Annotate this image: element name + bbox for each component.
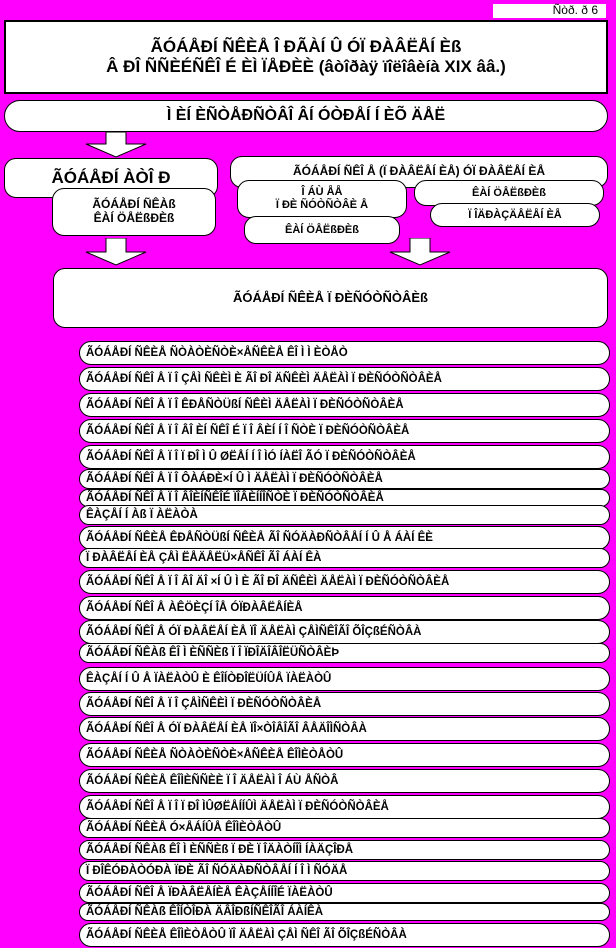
list-item [79,419,610,443]
list-item [79,717,610,741]
list-item-label: ÃÓÁÅÐÍ ÑÊÎ Å ÓÏ ÐÀÂËÅÍ ÈÅ ÏÎ×ÒÎÂÎÃÎ ÂÅÄÎÌÑÒÂÀ [86,723,367,735]
list-item-label: ÊÀÇÅÍ Í Û Å ÏÀËÀÒÛ È ÊÎÍÒÐÎËÜÍÛÅ ÏÀËÀÒÛ [86,673,332,685]
list-item [79,903,610,921]
chancellery-line-2: ÊÀÍ ÖÅËßÐÈß [93,211,175,225]
list-item [79,570,610,594]
board-chancellery-label: ÊÀÍ ÖÅËßÐÈß [285,223,359,236]
arrow-ministry-to-governor-icon [84,132,148,158]
list-item-label: ÃÓÁÅÐÍ ÑÊÎ Å Ï Î ÊÐÅÑÒÜßÍ ÑÊÈÌ ÄÅËÀÌ Ï ÐÈÑÓÒÑÒÂÈÅ [86,399,404,411]
list-item-label: ÃÓÁÅÐÍ ÑÊÎ Å Ï Î ÂÎ ÈÍ ÑÊÎ É Ï Î ÂÈÍ Í Î ÑÒÈ Ï ÐÈÑÓÒÑÒÂÈÅ [86,425,410,437]
list-item [79,505,610,525]
list-item-label: ÃÓÁÅÐÍ ÑÊÈÅ ÊÐÅÑÒÜßÍ ÑÊÈÅ ÃÎ ÑÓÄÀÐÑÒÂÅÍ Í Û Å ÁÀÍ ÊÈ [86,532,433,544]
provincial-presences-label: ÃÓÁÅÐÍ ÑÊÈÅ Ï ÐÈÑÓÒÑÒÂÈß [232,289,428,305]
list-item [79,769,610,793]
list-item [79,743,610,767]
arrow-governor-to-center-icon [84,238,148,266]
list-item [79,620,610,644]
list-item-label: ÃÓÁÅÐÍ ÑÊÈÅ Ó×ÅÁÍÛÅ ÊÎÌÈÒÅÒÛ [86,822,282,834]
list-item-label: ÃÓÁÅÐÍ ÑÊÈÅ ÊÎÌÈÑÑÈÈ Ï Î ÄÅËÀÌ Î ÁÙ ÅÑÒÂ [86,775,339,787]
list-item-label: ÃÓÁÅÐÍ ÑÊÀß ÊÎ Ì ÈÑÑÈß Ï Î ÏÐÎÄÎÂÎËÜÑÒÂÈÞ [86,647,340,659]
list-item-label: ÃÓÁÅÐÍ ÑÊÈÅ ÊÎÌÈÒÅÒÛ ÏÎ ÄÅËÀÌ ÇÅÌ ÑÊÎ ÃÎ ÕÎÇßÉÑÒÂÀ [86,929,407,941]
list-item [79,923,610,947]
list-item [79,393,610,417]
board-chancellery-right-label: ÊÀÍ ÖÅËßÐÈß [472,186,546,199]
list-item [79,643,610,663]
list-item [79,840,610,860]
list-item-label: ÃÓÁÅÐÍ ÑÊÎ Å Ï Î ÇÅÌ ÑÊÈÌ È ÃÎ ÐÎ ÄÑÊÈÌ ÄÅËÀÌ Ï ÐÈÑÓÒÑÒÂÈÅ [86,373,442,385]
list-item [79,526,610,550]
list-item-label: ÃÓÁÅÐÍ ÑÊÎ Å Ï Î ÂÎÈÍÑÊÎÉ ÏÎÂÈÍÍÎÑÒÈ Ï ÐÈÑÓÒÑÒÂÈÅ [86,492,384,504]
list-item [79,548,610,568]
ministry-label: Ì ÈÍ ÈÑÒÅÐÑÒÂÎ ÂÍ ÓÒÐÅÍ Í ÈÕ ÄÅË [166,106,446,124]
ministry-box [4,100,608,132]
general-presence-box [237,180,407,218]
list-item-label: ÃÓÁÅÐÍ ÑÊÎ Å ÏÐÀÂËÅÍÈÅ ÊÀÇÅÍÍÎÉ ÏÀËÀÒÛ [86,887,333,899]
provincial-board-label: ÃÓÁÅÐÍ ÑÊÎ Å (Ï ÐÀÂËÅÍ ÈÅ) ÓÏ ÐÀÂËÅÍ ÈÅ [292,164,545,179]
list-item [79,795,610,819]
list-item-label: ÃÓÁÅÐÍ ÑÊÎ Å Ï Î ÇÅÌÑÊÈÌ Ï ÐÈÑÓÒÑÒÂÈÅ [86,698,322,710]
list-item-label: ÃÓÁÅÐÍ ÑÊÀß ÊÎÍÒÎÐÀ ÄÂÎÐßÍÑÊÎÃÎ ÁÀÍÊÀ [86,906,324,918]
page-label [493,4,606,18]
arrow-board-to-center-icon [388,238,452,266]
list-item-label: ÃÓÁÅÐÍ ÑÊÎ Å Ï Î Ï ÐÎ Ì Û ØËÅÍ Í Î ÌÓ ÍÀËÎ ÃÓ Ï ÐÈÑÓÒÑÒÂÈÅ [86,451,416,463]
list-item-label: ÃÓÁÅÐÍ ÑÊÎ Å Ï Î Ï ÐÎ ÌÛØËÅÍÍÛÌ ÄÅËÀÌ Ï ÐÈÑÓÒÑÒÂÈÅ [86,801,389,813]
list-item [79,818,610,838]
list-item [79,861,610,881]
page-label-text: Ñòð. ð 6 [552,3,598,18]
list-item-label: ÊÀÇÅÍ Í Àß Ï ÀËÀÒÀ [86,509,198,521]
list-item-label: ÃÓÁÅÐÍ ÑÊÎ Å Ï Î ÂÎ ÄÎ ×Í Û Ì È ÃÎ ÐÎ ÄÑÊÈÌ ÄÅËÀÌ Ï ÐÈÑÓÒÑÒÂÈÅ [86,576,450,588]
list-item [79,667,610,691]
general-presence-line-1: Î ÁÙ ÅÅ [301,186,343,199]
title-line-2: Â ÐÎ ÑÑÈÉÑÊÎ É ÈÌ ÏÅÐÈÈ (âòîðàÿ ïîëîâèíà XIX ââ.) [106,57,506,76]
list-item [79,367,610,391]
list-item-label: Ï ÐÀÂËÅÍ ÈÅ ÇÅÌ ËÅÄÅËÜ×ÅÑÊÎ ÃÎ ÁÀÍ ÊÀ [86,552,322,564]
provincial-presences-box [53,268,608,328]
chancellery-line-1: ÃÓÁÅÐÍ ÑÊÀß [92,197,176,212]
diagram-title [4,20,608,94]
list-item-label: ÃÓÁÅÐÍ ÑÊÈÅ ÑÒÀÒÈÑÒÈ×ÅÑÊÈÅ ÊÎÌÈÒÅÒÛ [86,749,344,761]
list-item-label: ÃÓÁÅÐÍ ÑÊÎ Å ÓÏ ÐÀÂËÅÍ ÈÅ ÏÎ ÄÅËÀÌ ÇÅÌÑÊÎÃÎ ÕÎÇßÉÑÒÂÀ [86,626,422,638]
governor-label: ÃÓÁÅÐÍ ÀÒÎ Ð [51,168,171,188]
list-item-label: ÃÓÁÅÐÍ ÑÊÈÅ ÑÒÀÒÈÑÒÈ×ÅÑÊÈÅ ÊÎ Ì Ì ÈÒÅÒ [86,347,348,359]
list-item [79,445,610,469]
list-item [79,469,610,489]
title-line-1: ÃÓÁÅÐÍ ÑÊÈÅ Î ÐÃÀÍ Û ÓÏ ÐÀÂËÅÍ Èß [150,37,462,57]
board-department-label: Ï ÎÄÐÀÇÄÅËÅÍ ÈÅ [468,208,562,221]
board-chancellery-box [244,216,400,244]
list-item [79,883,610,903]
board-department-box [430,203,600,227]
list-item [79,692,610,716]
list-item [79,341,610,365]
list-item-label: ÃÓÁÅÐÍ ÑÊÎ Å Ï Î ÔÀÁÐÈ×Í Û Ì ÄÅËÀÌ Ï ÐÈÑÓÒÑÒÂÈÅ [86,473,383,485]
list-item [79,596,610,620]
general-presence-line-2: Ï ÐÈ ÑÓÒÑÒÂÈ Å [275,199,369,211]
list-item-label: ÃÓÁÅÐÍ ÑÊÀß ÊÎ Ì ÈÑÑÈß Ï ÐÈ Ï ÎÄÀÒÍÎÌ ÍÀÄÇÎÐÅ [86,844,354,856]
governor-chancellery-box [52,188,216,236]
list-item-label: Ï ÐÎÊÓÐÀÒÓÐÀ ÏÐÈ ÃÎ ÑÓÄÀÐÑÒÂÅÍ Í Î Ì ÑÓÄÅ [86,865,348,877]
list-item-label: ÃÓÁÅÐÍ ÑÊÎ Å ÀÊÖÈÇÍ ÎÅ ÓÏÐÀÂËÅÍÈÅ [86,602,303,614]
